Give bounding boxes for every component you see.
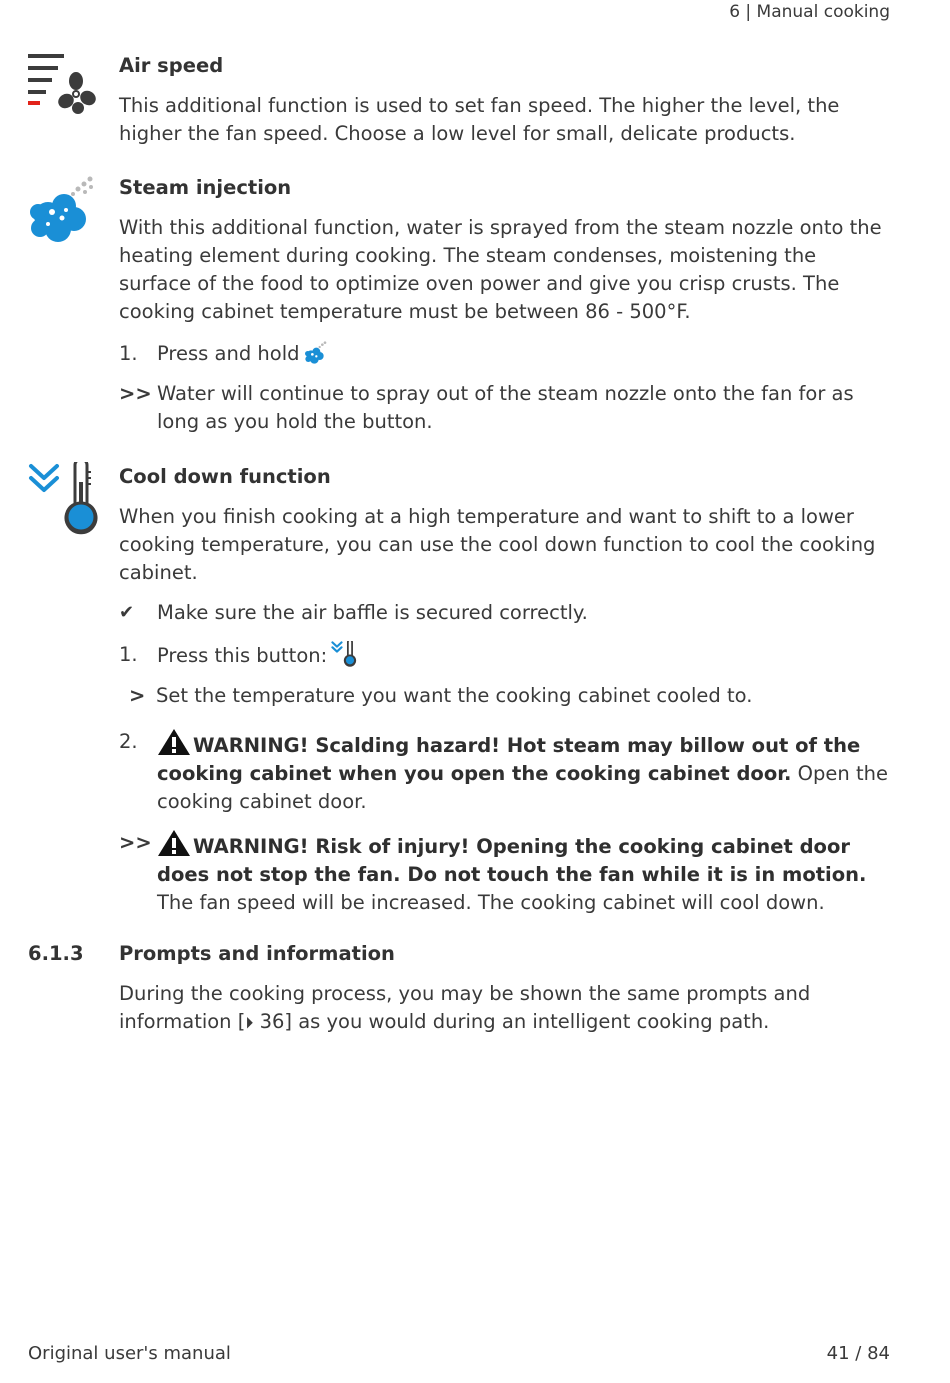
air-speed-icon [28, 52, 100, 118]
section-title: Prompts and information [119, 942, 395, 965]
step-text [157, 641, 357, 675]
sub-step-marker: > [129, 684, 146, 707]
section-body [119, 980, 894, 1037]
result-marker: >> [119, 382, 152, 405]
warning-text: WARNING! Scalding hazard! Hot steam may billow out of the cooking cabinet when you open the cooking cabinet door. [157, 734, 861, 785]
footer-page-number: 41 / 84 [826, 1343, 890, 1364]
cool-down-body: When you finish cooking at a high temperature and want to shift to a lower cooking temperature, you can use the cool down function to cool the cooking cabinet. [119, 505, 876, 584]
steam-injection-icon [28, 174, 98, 250]
step-label: Press this button: [157, 644, 328, 667]
result-text: Water will continue to spray out of the steam nozzle onto the fan for as long as you hold the button. [157, 382, 854, 433]
cool-down-icon [28, 462, 100, 540]
result-warning-block [157, 829, 897, 917]
step-number: 1. [119, 643, 138, 666]
warning-triangle-icon [157, 728, 191, 756]
cool-down-title: Cool down function [119, 465, 331, 488]
result-marker: >> [119, 831, 152, 854]
step-warning-block [157, 728, 897, 816]
air-speed-title: Air speed [119, 54, 224, 77]
result-text: The fan speed will be increased. The cooking cabinet will cool down. [157, 891, 825, 914]
step-instruction: Open the cooking cabinet door. [157, 762, 888, 813]
section-body-text: During the cooking process, you may be shown the same prompts and information [ [119, 982, 811, 1033]
warning-triangle-icon [157, 829, 191, 857]
steam-injection-title: Steam injection [119, 176, 292, 199]
step-number: 2. [119, 730, 138, 753]
air-speed-body: This additional function is used to set fan speed. The higher the level, the higher the fan speed. Choose a low level for small, delicate products. [119, 94, 840, 145]
check-icon: ✔ [119, 602, 135, 623]
step-number: 1. [119, 342, 138, 365]
section-number: 6.1.3 [28, 942, 84, 965]
sub-step-text: Set the temperature you want the cooking cabinet cooled to. [156, 684, 753, 707]
page-reference-arrow-icon[interactable]: ⏵ [245, 1013, 254, 1032]
steam-injection-body: With this additional function, water is sprayed from the steam nozzle onto the heating element during cooking. The steam condenses, moistening the surface of the food to optimize oven power and give you crisp crusts. The cooking cabinet temperature must be between 86 - 500°F. [119, 216, 882, 323]
step-label: Press and hold [157, 342, 300, 365]
footer-document-title: Original user's manual [28, 1343, 231, 1364]
step-text [157, 340, 328, 373]
warning-text: WARNING! Risk of injury! Opening the cooking cabinet door does not stop the fan. Do not touch the fan while it is in motion. [157, 835, 867, 886]
steam-injection-icon [304, 341, 328, 373]
cool-down-icon [331, 641, 357, 675]
page-header: 6 | Manual cooking [729, 2, 890, 22]
section-body-text-end: 36] as you would during an intelligent cooking path. [253, 1010, 770, 1033]
prerequisite-text: Make sure the air baffle is secured correctly. [157, 601, 588, 624]
